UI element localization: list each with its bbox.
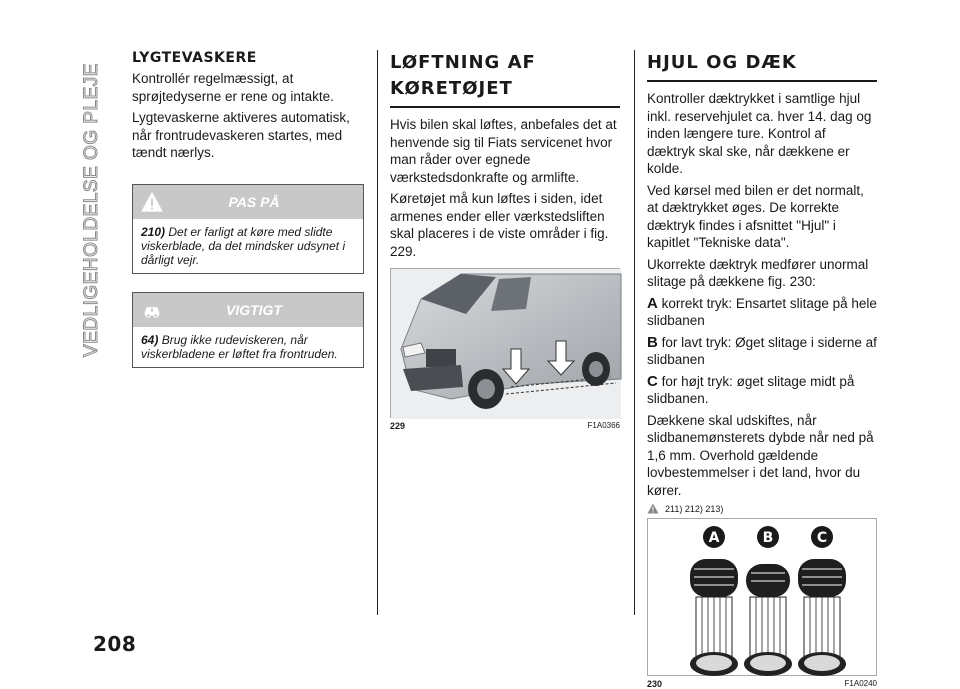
- list-item-c: C for højt tryk: øget slitage midt på slidbanen.: [647, 372, 855, 406]
- paragraph: Ved kørsel med bilen er det normalt, at dæktrykket øges. De korrekte dæktryk findes i afsnittet "Hjul" i kapitlet "Tekniske data".: [647, 182, 864, 250]
- important-box: [132, 292, 364, 368]
- section-heading-wheels-tires: HJUL OG DÆK: [647, 52, 797, 73]
- paragraph: Dækkene skal udskiftes, når slidbanemønsterets dybde når ned på 1,6 mm. Overhold gældende lovbestemmelser i det land, hvor du kører.: [647, 412, 874, 498]
- section-heading-headlight-washers: LYGTEVASKERE: [132, 50, 257, 66]
- warning-ref: 210): [141, 224, 166, 239]
- warning-triangle-icon: [647, 503, 659, 514]
- figure-caption: [390, 421, 620, 431]
- column-vehicle-lifting: [390, 50, 620, 431]
- notes-refs: 211) 212) 213): [665, 503, 724, 514]
- important-ref: 64): [141, 332, 159, 347]
- tire-label-c: C: [816, 530, 828, 546]
- tire-c: [798, 526, 846, 676]
- tire-label-a: A: [708, 530, 720, 546]
- warning-body: Det er farligt at køre med slidte viskerblade, da det mindsker udsynet i dårligt vejr.: [141, 224, 346, 267]
- warning-notes: [647, 503, 877, 514]
- figure-number: 229: [390, 421, 406, 431]
- list-item-a: A korrekt tryk: Ensartet slitage på hele slidbanen: [647, 294, 877, 328]
- column-divider: [377, 50, 378, 615]
- tire-b: [744, 526, 792, 676]
- important-body: Brug ikke rudeviskeren, når viskerbladene er løftet fra frontruden.: [141, 332, 338, 361]
- important-title: VIGTIGT: [226, 301, 282, 318]
- list-item-b: B for lavt tryk: Øget slitage i siderne af slidbanen: [647, 333, 877, 367]
- warning-title: PAS PÅ: [228, 193, 280, 210]
- important-header: [133, 293, 363, 327]
- paragraph: Køretøjet må kun løftes i siden, idet armenes ender eller værkstedsliften skal placeres i de viste områder i fig. 229.: [390, 191, 609, 259]
- warning-triangle-icon: [141, 191, 163, 213]
- important-text: [133, 327, 363, 367]
- tire-a: [690, 526, 738, 676]
- paragraph: Ukorrekte dæktryk medfører unormal slitage på dækkene fig. 230:: [647, 256, 869, 289]
- column-divider: [634, 50, 635, 615]
- paragraph: Kontrollér regelmæssigt, at sprøjtedyserne er rene og intakte.: [132, 71, 334, 104]
- van-lifting-figure: [390, 268, 620, 418]
- heading-rule: [390, 106, 620, 108]
- heading-rule: [647, 80, 877, 82]
- side-chapter-title: VEDLIGEHOLDELSE OG PLEJE: [81, 63, 103, 357]
- page-number: 208: [93, 632, 137, 656]
- figure-number: 230: [647, 679, 663, 689]
- warning-box: [132, 184, 364, 274]
- figure-code: F1A0240: [844, 679, 877, 688]
- section-heading-lifting-line2: KØRETØJET: [390, 78, 513, 99]
- paragraph: Lygtevaskerne aktiveres automatisk, når frontrudevaskeren startes, med tændt nærlys.: [132, 110, 350, 160]
- section-heading-lifting-line1: LØFTNING AF: [390, 52, 536, 73]
- figure-caption: [647, 679, 877, 689]
- column-headlight-washers: [132, 50, 364, 368]
- warning-header: [133, 185, 363, 219]
- tire-wear-figure: [647, 518, 877, 676]
- tire-label-b: B: [762, 530, 774, 546]
- warning-text: [133, 219, 363, 273]
- paragraph: Kontroller dæktrykket i samtlige hjul inkl. reservehjulet ca. hver 14. dag og inden længere ture. Kontrol af dæktryk skal ske, når dækkene er kolde.: [647, 91, 872, 176]
- tire-wear-illustration: [648, 519, 878, 677]
- figure-code: F1A0366: [587, 421, 620, 430]
- car-caution-icon: [141, 299, 163, 321]
- paragraph: Hvis bilen skal løftes, anbefales det at henvende sig til Fiats servicenet hvor man råder over egnede værkstedsdonkrafte og armlifte.: [390, 117, 617, 185]
- column-wheels-tires: [647, 50, 877, 689]
- van-illustration: [391, 269, 621, 419]
